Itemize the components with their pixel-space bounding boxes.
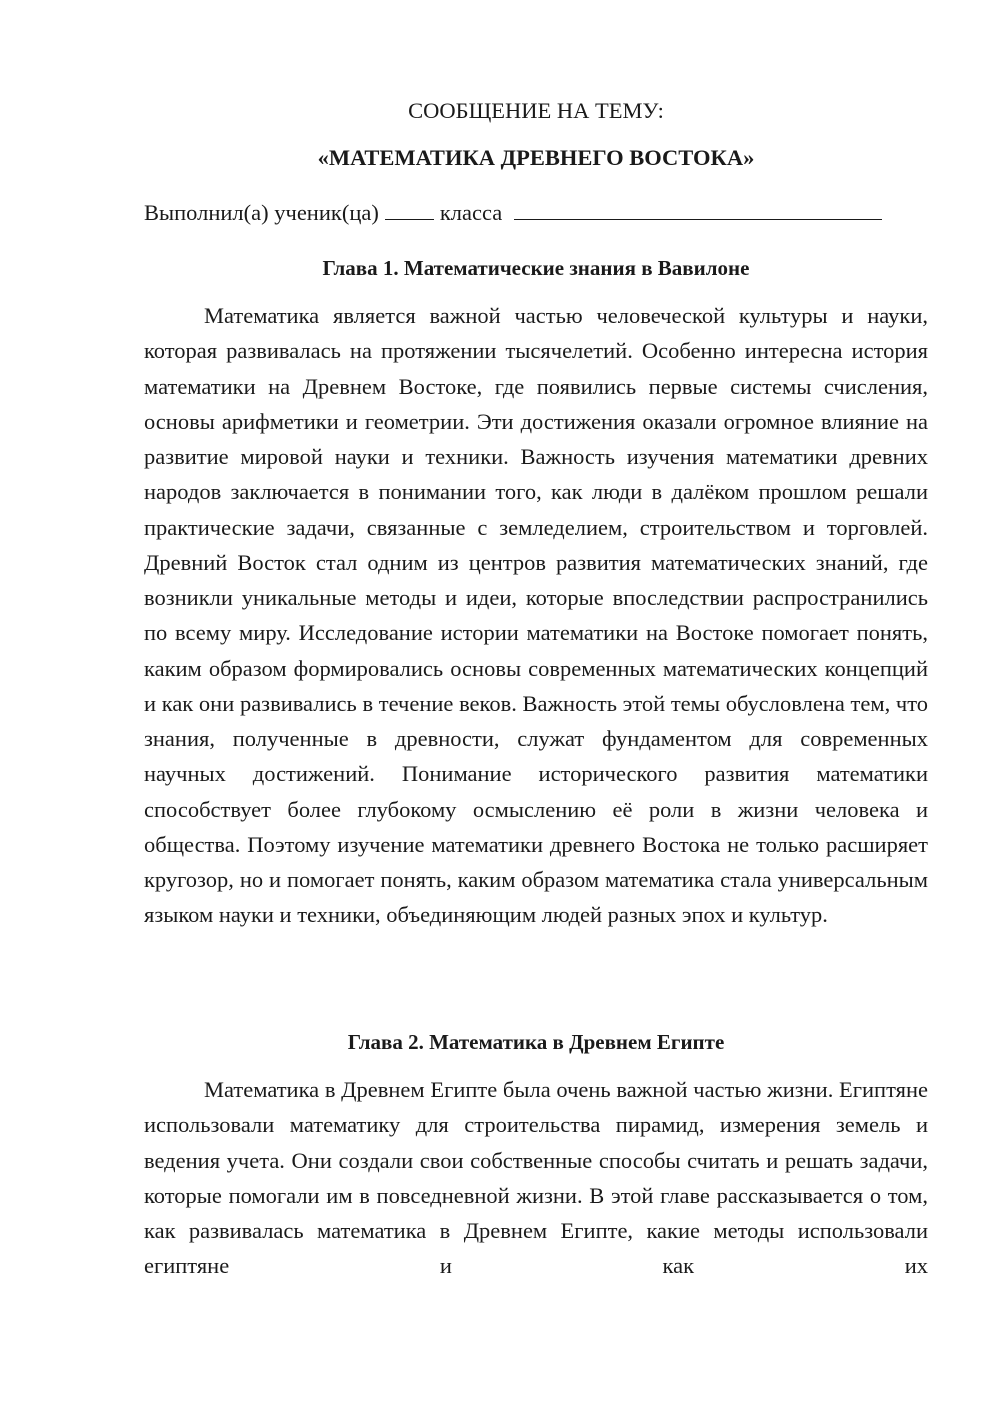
class-name-blank-field xyxy=(514,197,882,220)
class-label: класса xyxy=(439,200,503,225)
document-title-line-2: «МАТЕМАТИКА ДРЕВНЕГО ВОСТОКА» xyxy=(317,145,755,170)
chapter-2-heading: Глава 2. Математика в Древнем Египте xyxy=(347,1030,725,1054)
document-title-line-1: СООБЩЕНИЕ НА ТЕМУ: xyxy=(408,98,664,123)
student-info-line xyxy=(144,197,928,228)
student-label: Выполнил(а) ученик(ца) xyxy=(144,200,379,225)
grade-blank-field xyxy=(385,197,434,220)
chapter-1-paragraph: Математика является важной частью человеческой культуры и науки, которая развивалась на протяжении тысячелетий. Особенно интересна история математики на Древнем Востоке, где появились первые системы счисления, основы арифметики и геометрии. Эти достижения оказали огромное влияние на развитие мировой науки и техники. Важность изучения математики древних народов заключается в понимании того, как люди в далёком прошлом решали практические задачи, связанные с земледелием, строительством и торговлей. Древний Восток стал одним из центров развития математических знаний, где возникли уникальные методы и идеи, которые впоследствии распространились по всему миру. Исследование истории математики на Востоке помогает понять, каким образом формировались основы современных математических концепций и как они развивались в течение веков. Важность этой темы обусловлена тем, что знания, полученные в древности, служат фундаментом для современных научных достижений. Понимание исторического развития математики способствует более глубокому осмыслению её роли в жизни человека и общества. Поэтому изучение математики древнего Востока не только расширяет кругозор, но и помогает понять, каким образом математика стала универсальным языком науки и техники, объединяющим людей разных эпох и культур. xyxy=(144,303,928,928)
chapter-2-paragraph: Математика в Древнем Египте была очень важной частью жизни. Египтяне использовали математику для строительства пирамид, измерения земель и ведения учета. Они создали свои собственные способы считать и решать задачи, которые помогали им в повседневной жизни. В этой главе рассказывается о том, как развивалась математика в Древнем Египте, какие методы использовали египтяне и как их xyxy=(144,1077,928,1279)
chapter-1-heading: Глава 1. Математические знания в Вавилоне xyxy=(322,256,750,280)
